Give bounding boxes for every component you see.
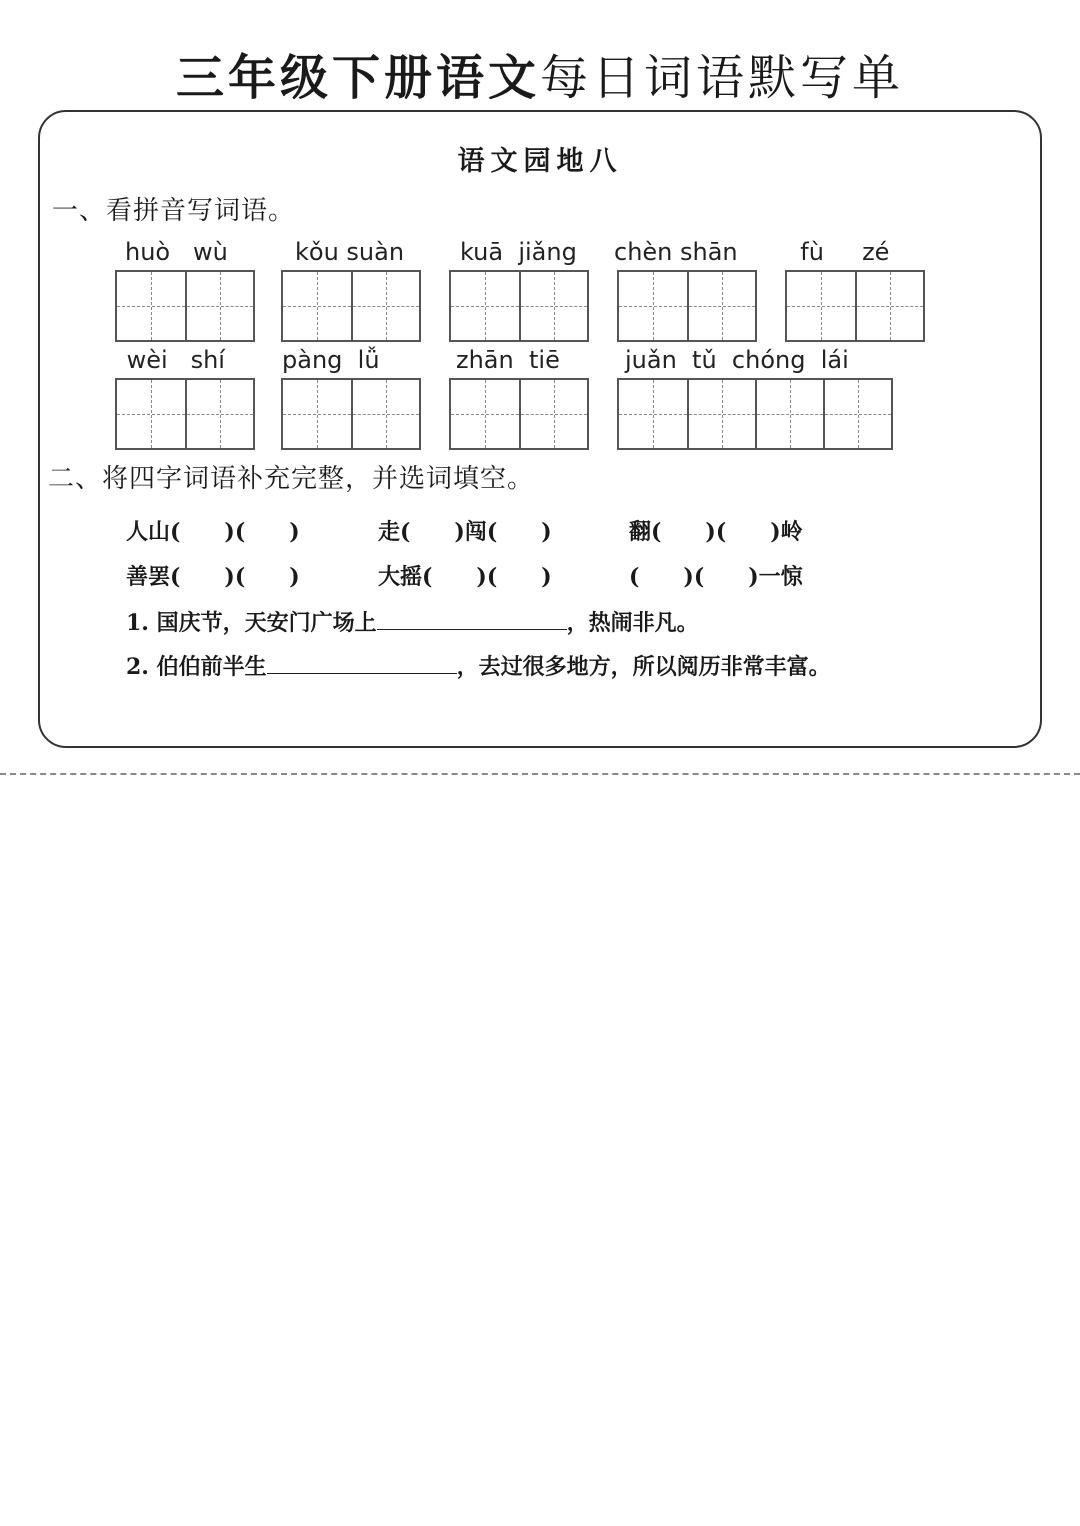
writing-cell[interactable] [687, 272, 755, 340]
cut-line-divider [0, 773, 1080, 775]
writing-cell[interactable] [185, 272, 253, 340]
sentence-text: ，热闹非凡。 [566, 610, 699, 636]
sentence-text: 2. 伯伯前半生 [126, 654, 267, 680]
part2-heading: 二、将四字词语补充完整，并选词填空。 [48, 464, 535, 494]
writing-cell[interactable] [283, 272, 351, 340]
writing-cell[interactable] [619, 380, 687, 448]
pinyin-label: juǎn tǔ chóng lái [625, 346, 849, 374]
answer-blank[interactable] [377, 607, 567, 630]
writing-cell[interactable] [855, 272, 923, 340]
writing-cell[interactable] [351, 380, 419, 448]
writing-grid[interactable] [617, 378, 893, 450]
idiom-item[interactable]: 善罢( )( ) [126, 564, 300, 590]
pinyin-label: kuā jiǎng [460, 238, 577, 266]
writing-cell[interactable] [687, 380, 755, 448]
writing-cell[interactable] [519, 380, 587, 448]
fill-sentence-1 [126, 607, 699, 638]
pinyin-label: wèi shí [119, 346, 225, 374]
writing-grid[interactable] [617, 270, 757, 342]
writing-cell[interactable] [787, 272, 855, 340]
writing-cell[interactable] [117, 272, 185, 340]
title-bold-part: 三年级下册语文 [175, 50, 540, 106]
writing-cell[interactable] [619, 272, 687, 340]
writing-cell[interactable] [117, 380, 185, 448]
pinyin-label: kǒu suàn [295, 238, 405, 266]
worksheet-title [0, 48, 1080, 108]
part1-heading: 一、看拼音写词语。 [52, 196, 296, 226]
pinyin-label: pàng lǚ [282, 346, 380, 374]
writing-cell[interactable] [519, 272, 587, 340]
fill-sentence-2 [126, 651, 831, 682]
writing-cell[interactable] [823, 380, 891, 448]
writing-cell[interactable] [283, 380, 351, 448]
writing-grid[interactable] [785, 270, 925, 342]
sentence-text: 1. 国庆节，天安门广场上 [126, 610, 377, 636]
writing-grid[interactable] [281, 378, 421, 450]
pinyin-label: chèn shān [614, 238, 738, 266]
pinyin-label: huò wù [125, 238, 228, 266]
writing-grid[interactable] [449, 378, 589, 450]
pinyin-label: zhān tiē [456, 346, 560, 374]
writing-grid[interactable] [115, 270, 255, 342]
writing-grid[interactable] [281, 270, 421, 342]
title-accent-part: 每日词语默写单 [540, 50, 905, 106]
idiom-item[interactable]: 人山( )( ) [126, 519, 300, 545]
idiom-item[interactable]: ( )( )一惊 [629, 564, 803, 590]
writing-cell[interactable] [351, 272, 419, 340]
idiom-item[interactable]: 大摇( )( ) [378, 564, 552, 590]
writing-grid[interactable] [449, 270, 589, 342]
writing-cell[interactable] [451, 380, 519, 448]
writing-cell[interactable] [451, 272, 519, 340]
writing-cell[interactable] [185, 380, 253, 448]
answer-blank[interactable] [267, 651, 457, 674]
section-title: 语文园地八 [457, 146, 623, 177]
sentence-text: ，去过很多地方，所以阅历非常丰富。 [456, 654, 831, 680]
writing-grid[interactable] [115, 378, 255, 450]
idiom-item[interactable]: 走( )闯( ) [378, 519, 552, 545]
idiom-item[interactable]: 翻( )( )岭 [629, 519, 803, 545]
writing-cell[interactable] [755, 380, 823, 448]
pinyin-label: fù zé [785, 238, 890, 266]
